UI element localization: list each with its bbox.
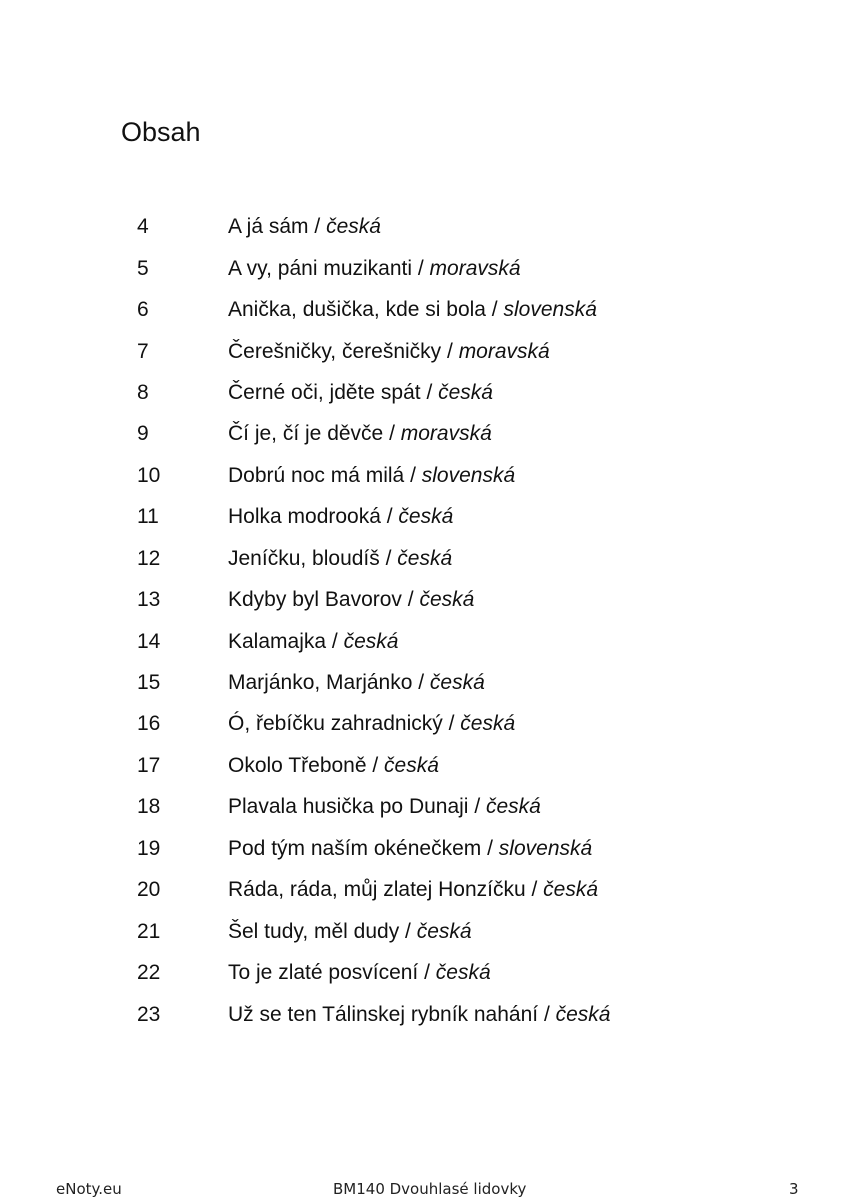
toc-page-number: 16: [137, 712, 161, 736]
toc-page-number: 14: [137, 629, 161, 653]
separator: /: [412, 671, 430, 695]
song-title: Kalamajka: [228, 629, 327, 653]
toc-entry: [228, 631, 398, 652]
separator: /: [538, 1002, 556, 1026]
toc-row: [137, 993, 817, 1034]
toc-page-number: 23: [137, 1002, 161, 1026]
toc-page-number: 4: [137, 215, 149, 239]
song-origin: česká: [343, 629, 399, 653]
toc-entry: [228, 423, 492, 444]
toc-row: [137, 579, 817, 620]
toc-row: [137, 662, 817, 703]
toc-row: [137, 828, 817, 869]
toc-row: [137, 745, 817, 786]
song-title: Ráda, ráda, můj zlatej Honzíčku: [228, 878, 526, 902]
separator: /: [366, 753, 385, 777]
toc-row: [137, 869, 817, 910]
toc-page-number: 7: [137, 339, 149, 363]
toc-page-number: 11: [137, 505, 159, 529]
song-title: Marjánko, Marjánko: [228, 671, 413, 695]
separator: /: [383, 422, 401, 446]
song-origin: česká: [419, 588, 475, 612]
song-origin: česká: [429, 671, 485, 695]
toc-row: [137, 620, 817, 661]
song-title: Plavala husička po Dunaji: [228, 795, 469, 819]
separator: /: [412, 256, 430, 280]
toc-page-number: 9: [137, 422, 149, 446]
toc-row: [137, 413, 817, 454]
song-origin: česká: [460, 712, 516, 736]
toc-row: [137, 247, 817, 288]
toc-page-number: 17: [137, 753, 161, 777]
toc-entry: [228, 755, 439, 776]
toc-row: [137, 786, 817, 827]
separator: /: [401, 588, 420, 612]
separator: /: [418, 961, 436, 985]
toc-row: [137, 496, 817, 537]
separator: /: [380, 505, 399, 529]
song-origin: česká: [543, 878, 599, 902]
song-title: To je zlaté posvícení: [228, 961, 419, 985]
toc-page-number: 5: [137, 256, 149, 280]
toc-entry: [228, 258, 521, 279]
separator: /: [399, 919, 417, 943]
separator: /: [308, 215, 327, 239]
toc-row: [137, 289, 817, 330]
toc-entry: [228, 879, 598, 900]
song-title: Už se ten Tálinskej rybník nahání: [228, 1002, 539, 1026]
song-title: Šel tudy, měl dudy: [228, 919, 400, 943]
song-origin: česká: [397, 546, 453, 570]
toc-page-number: 12: [137, 546, 161, 570]
toc-page-number: 18: [137, 795, 161, 819]
toc-page-number: 6: [137, 298, 149, 322]
toc-entry: [228, 672, 485, 693]
footer-document-title: BM140 Dvouhlasé lidovky: [333, 1180, 527, 1198]
toc-page-number: 21: [137, 919, 161, 943]
table-of-contents: [137, 206, 817, 1035]
song-origin: slovenská: [421, 463, 516, 487]
separator: /: [326, 629, 344, 653]
song-title: Okolo Třeboně: [228, 753, 367, 777]
song-title: A já sám: [228, 215, 309, 239]
toc-entry: [228, 506, 453, 527]
toc-page-number: 20: [137, 878, 161, 902]
toc-row: [137, 703, 817, 744]
song-origin: česká: [384, 753, 439, 777]
song-origin: moravská: [400, 422, 492, 446]
song-title: Ó, řebíčku zahradnický: [228, 712, 443, 736]
separator: /: [420, 380, 439, 404]
toc-entry: [228, 341, 550, 362]
song-origin: česká: [486, 795, 541, 819]
separator: /: [404, 463, 422, 487]
song-origin: česká: [438, 380, 493, 404]
separator: /: [441, 339, 459, 363]
toc-row: [137, 372, 817, 413]
toc-entry: [228, 962, 491, 983]
song-origin: slovenská: [503, 298, 597, 322]
song-title: A vy, páni muzikanti: [228, 256, 413, 280]
toc-entry: [228, 216, 381, 237]
song-title: Černé oči, jděte spát: [228, 380, 421, 404]
separator: /: [481, 836, 499, 860]
toc-entry: [228, 713, 515, 734]
toc-row: [137, 206, 817, 247]
song-origin: česká: [555, 1002, 611, 1026]
page-title: Obsah: [121, 117, 201, 147]
separator: /: [379, 546, 398, 570]
toc-row: [137, 330, 817, 371]
song-origin: česká: [326, 215, 381, 239]
toc-row: [137, 910, 817, 951]
separator: /: [485, 298, 504, 322]
separator: /: [468, 795, 486, 819]
toc-entry: [228, 465, 515, 486]
song-title: Jeníčku, bloudíš: [228, 546, 380, 570]
song-origin: česká: [416, 919, 472, 943]
footer-site-name: eNoty.eu: [56, 1180, 122, 1198]
toc-page-number: 15: [137, 671, 161, 695]
toc-entry: [228, 921, 472, 942]
song-title: Holka modrooká: [228, 505, 381, 529]
toc-page-number: 10: [137, 463, 161, 487]
song-title: Čí je, čí je děvče: [228, 422, 384, 446]
separator: /: [525, 878, 544, 902]
toc-page-number: 8: [137, 380, 149, 404]
toc-entry: [228, 382, 493, 403]
song-title: Anička, dušička, kde si bola: [228, 298, 486, 322]
song-origin: česká: [435, 961, 491, 985]
toc-entry: [228, 1004, 610, 1025]
song-title: Kdyby byl Bavorov: [228, 588, 402, 612]
toc-entry: [228, 299, 597, 320]
toc-row: [137, 455, 817, 496]
song-title: Pod tým naším okénečkem: [228, 836, 482, 860]
toc-page-number: 19: [137, 836, 161, 860]
toc-entry: [228, 548, 452, 569]
song-title: Čerešničky, čerešničky: [228, 339, 442, 363]
toc-entry: [228, 589, 474, 610]
toc-row: [137, 538, 817, 579]
toc-page-number: 13: [137, 588, 161, 612]
toc-row: [137, 952, 817, 993]
toc-page-number: 22: [137, 961, 161, 985]
footer-page-number: 3: [789, 1180, 799, 1198]
toc-entry: [228, 838, 592, 859]
toc-entry: [228, 796, 541, 817]
song-origin: slovenská: [498, 836, 593, 860]
song-origin: moravská: [458, 339, 550, 363]
song-origin: moravská: [429, 256, 521, 280]
song-title: Dobrú noc má milá: [228, 463, 405, 487]
song-origin: česká: [398, 505, 454, 529]
separator: /: [442, 712, 461, 736]
